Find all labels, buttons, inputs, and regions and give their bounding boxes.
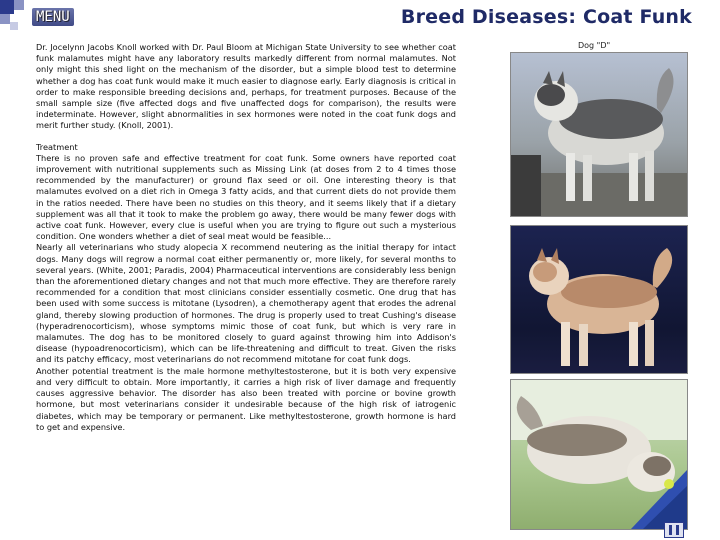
decor-square (0, 0, 14, 14)
paragraph-hormones: Another potential treatment is the male hormone methyltestosterone, but it is both very expensive and very difficult to obtain. More importantly, it carries a high risk of liver damage and frequently causes aggressive behavior. The disorder has also been treated with porcine or bovine growth hormone, but most veterinarians consider it undesirable because of the high risk of iatrogenic diabetes, which may be temporary or permanent. Like methyltestosterone, growth hormone is hard to get and expensive. (36, 365, 456, 432)
dog-illustration-3 (511, 380, 687, 529)
decor-square (10, 22, 18, 30)
page-title: Breed Diseases: Coat Funk (400, 6, 692, 28)
dog-photo-3 (510, 379, 688, 530)
award-badge (511, 155, 541, 217)
paragraph-treatment: There is no proven safe and effective treatment for coat funk. Some owners have reported coat improvement with nutritional supplements such as Missing Link (at doses from 2 to 4 times those recommended by the manufacturer) or ground flax seed or oil. One interesting theory is that malamutes evolved on a diet rich in Omega 3 fatty acids, and that current diets do not provide them in the ratios needed. There have been no studies on this theory, and it seems likely that if a dietary supplement was all that it took to make the problem go away, there would be many fewer dogs with active coat funk. However, every clue is useful when you are trying to figure out such a mysterious condition. One wonders whether a diet of seal meat would be feasible... (36, 152, 456, 242)
section-heading-treatment: Treatment (36, 141, 78, 152)
dog-photo-2 (510, 225, 688, 374)
dog-photo-1 (510, 52, 688, 217)
article-body (36, 42, 456, 433)
slide-nav-icon[interactable] (664, 522, 684, 538)
decor-square (0, 14, 10, 24)
paragraph-neutering: Nearly all veterinarians who study alopecia X recommend neutering as the initial therapy for intact dogs. Many dogs will regrow a normal coat either permanently or, more likely, for several months to several years. (White, 2001; Paradis, 2004) Pharmaceutical interventions are considerably less benign than the aforementioned dietary changes and not that much more effective. They are therefore rarely recommended for a condition that most clinicians consider essentially cosmetic. One drug that has been used with some success is mitotane (Lysodren), a chemotherapy agent that erodes the adrenal gland, thereby slowing production of hormones. The drug is properly used to treat Cushing's disease (hyperadrenocorticism), whose symptoms mimic those of coat funk, but which is very rare in malamutes. The dog has to be monitored closely to guard against throwing him into Addison's disease (hypoadrenocorticism), which can be life-threatening and difficult to treat. Given the risks and its patchy efficacy, most veterinarians do not recommend mitotane for coat funk dogs. (36, 242, 456, 365)
dog-illustration-2 (511, 226, 687, 373)
photo-caption: Dog "D" (578, 41, 611, 50)
menu-button[interactable]: MENU (32, 8, 74, 26)
paragraph-intro: Dr. Jocelynn Jacobs Knoll worked with Dr. Paul Bloom at Michigan State University to see whether coat funk malamutes might have any laboratory results markedly different from normal malamutes. Not only might this shed light on the mechanism of the disorder, but a simple blood test to determine whether a dog has coat funk would make it much easier to diagnose early. Early diagnosis is critical in order to make responsible breeding decisions and, perhaps, for treatment purposes. Because of the small sample size (five affected dogs and five unaffected dogs for comparison), the results were indeterminate. However, slight abnormalities in sex hormones were noted in the coat funk dogs and merit further study. (Knoll, 2001). (36, 42, 456, 131)
decor-square (14, 0, 24, 10)
